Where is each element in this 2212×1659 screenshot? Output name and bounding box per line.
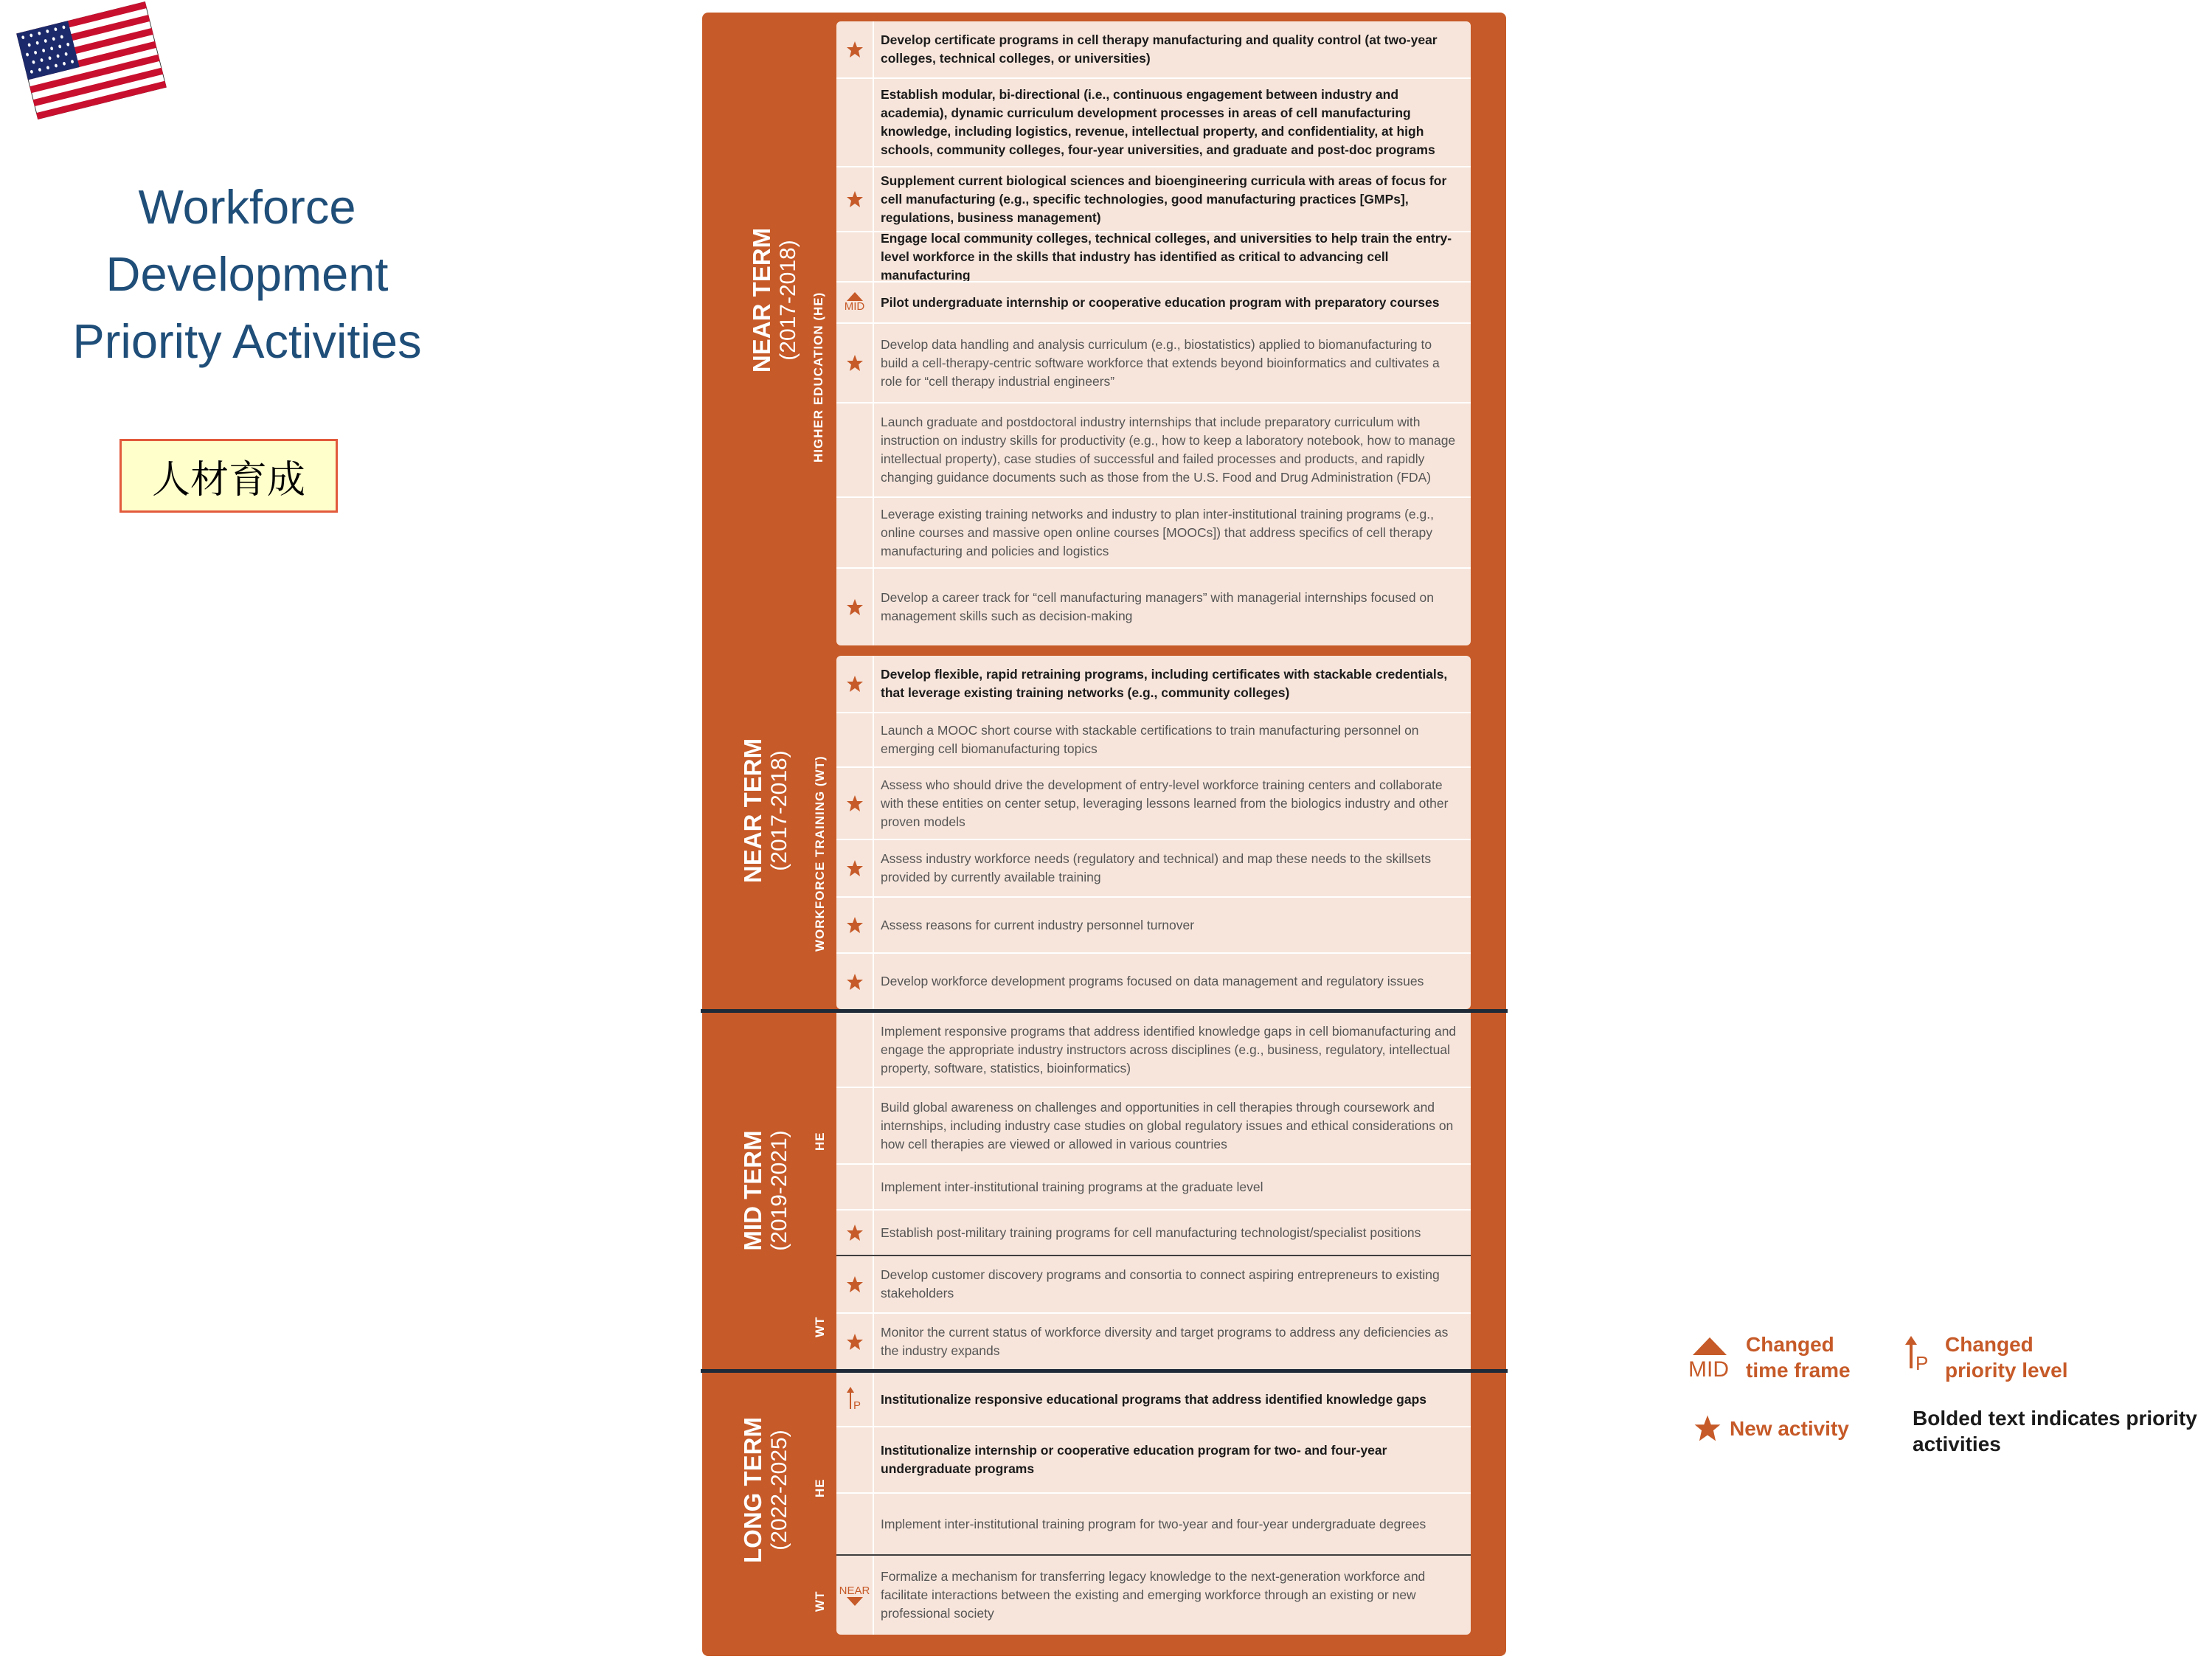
section-term-label: LONG TERM (2022-2025) — [739, 1417, 791, 1563]
star-icon — [846, 973, 864, 991]
activity-row — [836, 952, 1471, 1009]
star-icon — [846, 916, 864, 934]
activity-text: Develop flexible, rapid retraining programs, including certificates with stackable credentials, that leverage existing training networks (e.g., community colleges) — [881, 667, 1448, 700]
roadmap-chart — [702, 13, 1506, 1656]
star-icon — [846, 859, 864, 877]
timeframe-marker-label: NEAR — [839, 1584, 870, 1597]
activity-text: Establish modular, bi-directional (i.e., continuous engagement between industry and academia), dynamic curriculum development processes in areas of cell manufacturing knowledge, including logistics, revenue, intellectual property, and confidentiality, at high schools, community colleges, four-year universities, and graduate and post-doc programs — [881, 87, 1435, 157]
section-category-label: WORKFORCE TRAINING (WT) — [813, 755, 827, 952]
section-term-label: NEAR TERM (2017-2018) — [739, 738, 791, 884]
triangle-up-icon — [1693, 1337, 1727, 1355]
activity-row — [836, 1492, 1471, 1554]
activity-text: Develop customer discovery programs and consortia to connect aspiring entrepreneurs to existing stakeholders — [881, 1267, 1440, 1300]
section-category-label: WT — [813, 1316, 827, 1337]
svg-text:P: P — [853, 1399, 861, 1412]
title-line: Priority Activities — [72, 314, 422, 368]
legend-text: Changed priority level — [1945, 1333, 2068, 1382]
activity-panel — [836, 1013, 1471, 1369]
japanese-label-box: 人材育成 — [119, 439, 338, 513]
section-category-label: WT — [813, 1590, 827, 1612]
star-icon — [846, 1333, 864, 1351]
marker-cell — [836, 498, 874, 567]
svg-text:P: P — [1915, 1352, 1929, 1374]
priority-arrow-icon — [847, 1387, 863, 1412]
priority-arrow-icon — [1905, 1336, 1930, 1376]
star-icon — [846, 598, 864, 616]
activity-row — [836, 21, 1471, 77]
activity-row — [836, 1163, 1471, 1209]
activity-row — [836, 166, 1471, 231]
activity-text: Implement inter-institutional training program for two-year and four-year undergraduate degrees — [881, 1516, 1426, 1531]
activity-row — [836, 1426, 1471, 1492]
legend-text: Changed time frame — [1746, 1333, 1851, 1382]
star-icon — [1693, 1414, 1722, 1442]
activity-text: Develop workforce development programs focused on data management and regulatory issues — [881, 974, 1424, 988]
activity-text: Implement responsive programs that address identified knowledge gaps in cell biomanufacturing and engage the appropriate industry instructors across disciplines (e.g., business, regulatory, intellectual property, software, statistics, bioinformatics) — [881, 1023, 1457, 1076]
section-category-label: HE — [813, 1132, 827, 1151]
marker-cell — [836, 324, 874, 402]
section-category-label: HE — [813, 1478, 827, 1497]
activity-row — [836, 1373, 1471, 1426]
activity-row — [836, 766, 1471, 839]
marker-cell — [836, 21, 874, 77]
marker-cell — [836, 1088, 874, 1163]
legend-bolded-note: Bolded text indicates priority activities — [1913, 1407, 2197, 1455]
marker-cell — [836, 1165, 874, 1209]
activity-row — [836, 896, 1471, 952]
star-icon — [846, 794, 864, 812]
activity-row — [836, 231, 1471, 281]
marker-cell — [836, 1427, 874, 1492]
activity-text: Establish post-military training programs for cell manufacturing technologist/specialist positions — [881, 1225, 1421, 1240]
activity-row — [836, 1013, 1471, 1087]
marker-cell — [836, 1211, 874, 1255]
marker-cell — [836, 1013, 874, 1087]
marker-cell — [836, 569, 874, 645]
marker-cell — [836, 167, 874, 231]
activity-text: Develop certificate programs in cell therapy manufacturing and quality control (at two-year colleges, technical colleges, or universities) — [881, 32, 1438, 66]
activity-text: Assess industry workforce needs (regulatory and technical) and map these needs to the skillsets provided by currently available training — [881, 851, 1432, 884]
activity-panel — [836, 1373, 1471, 1635]
marker-cell — [836, 1494, 874, 1554]
activity-row — [836, 1087, 1471, 1163]
marker-cell — [836, 404, 874, 496]
legend — [1685, 1331, 2202, 1464]
activity-text: Build global awareness on challenges and opportunities in cell therapies through coursework and internships, including industry case studies on global regulatory issues and ethical considerations on how cell therapies are viewed or allowed in various countries — [881, 1099, 1454, 1151]
marker-cell — [836, 954, 874, 1009]
activity-panel — [836, 21, 1471, 645]
activity-text: Assess reasons for current industry personnel turnover — [881, 917, 1195, 932]
activity-text: Develop data handling and analysis curriculum (e.g., biostatistics) applied to biomanufacturing to build a cell-therapy-centric software workforce that extends beyond bioinformatics and cultivates a role for “cell therapy industrial engineers” — [881, 336, 1440, 389]
activity-text: Launch a MOOC short course with stackable certifications to train manufacturing personnel on emerging cell biomanufacturing topics — [881, 723, 1419, 756]
activity-row — [836, 712, 1471, 766]
activity-row — [836, 1312, 1471, 1369]
activity-row — [836, 656, 1471, 712]
activity-row — [836, 281, 1471, 322]
activity-text: Develop a career track for “cell manufacturing managers” with managerial internships focused on management skills such as decision-making — [881, 590, 1434, 623]
page-title — [30, 173, 465, 375]
activity-row — [836, 322, 1471, 402]
activity-text: Institutionalize internship or cooperative education program for two- and four-year undergraduate programs — [881, 1443, 1387, 1476]
activity-text: Assess who should drive the development of entry-level workforce training centers and collaborate with these entities on center setup, leveraging lessons learned from the biologics industry and other proven models — [881, 777, 1449, 829]
activity-text: Institutionalize responsive educational programs that address identified knowledge gaps — [881, 1391, 1427, 1407]
activity-text: Implement inter-institutional training programs at the graduate level — [881, 1179, 1263, 1194]
activity-row — [836, 496, 1471, 567]
marker-cell — [836, 656, 874, 712]
marker-cell — [836, 1373, 874, 1426]
marker-cell — [836, 1256, 874, 1312]
activity-text: Leverage existing training networks and industry to plan inter-institutional training programs (e.g., online courses and massive open online courses [MOOCs]) that address specifics of cell therapy manufacturing and policies and logistics — [881, 506, 1434, 558]
star-icon — [846, 1275, 864, 1293]
legend-text: New activity — [1730, 1417, 1849, 1440]
activity-row — [836, 567, 1471, 645]
activity-text: Pilot undergraduate internship or cooperative education program with preparatory courses — [881, 294, 1440, 310]
triangle-down-icon — [847, 1597, 863, 1606]
marker-cell — [836, 1556, 874, 1635]
marker-cell — [836, 768, 874, 839]
marker-cell — [836, 840, 874, 896]
marker-cell — [836, 232, 874, 281]
activity-row — [836, 1255, 1471, 1312]
star-icon — [846, 354, 864, 372]
star-icon — [846, 1224, 864, 1241]
legend-mid-label: MID — [1688, 1357, 1729, 1382]
activity-text: Monitor the current status of workforce diversity and target programs to address any deficiencies as the industry expands — [881, 1324, 1449, 1358]
activity-text: Launch graduate and postdoctoral industry internships that include preparatory curriculum with instruction on industry skills for productivity (e.g., how to keep a laboratory notebook, how to manage intellectual property), case studies of successful and failed processes and products, and rapidly changing guidance documents such as those from the U.S. Food and Drug Administration (FDA) — [881, 415, 1456, 485]
activity-row — [836, 1554, 1471, 1635]
activity-panel — [836, 656, 1471, 1009]
star-icon — [846, 675, 864, 693]
section-term-label: NEAR TERM (2017-2018) — [748, 227, 800, 373]
marker-cell — [836, 79, 874, 166]
title-line: Workforce — [138, 180, 356, 234]
section-term-label: MID TERM (2019-2021) — [739, 1130, 791, 1251]
title-line: Development — [105, 247, 389, 301]
activity-text: Formalize a mechanism for transferring legacy knowledge to the next-generation workforce and facilitate interactions between the existing and emerging workforce through an existing or new professional society — [881, 1569, 1426, 1621]
star-icon — [846, 41, 864, 58]
activity-row — [836, 839, 1471, 896]
activity-text: Engage local community colleges, technical colleges, and universities to help train the entry-level workforce in the skills that industry has identified as critical to advancing cell manufacturing — [881, 230, 1452, 283]
us-flag-icon — [16, 1, 167, 120]
marker-cell — [836, 898, 874, 952]
activity-text: Supplement current biological sciences and bioengineering curricula with areas of focus for cell manufacturing (e.g., specific technologies, good manufacturing practices [GMPs], regulations, business management) — [881, 173, 1447, 225]
activity-row — [836, 77, 1471, 166]
star-icon — [846, 190, 864, 208]
marker-cell — [836, 283, 874, 322]
activity-row — [836, 1209, 1471, 1255]
section-category-label: HIGHER EDUCATION (HE) — [811, 291, 825, 463]
marker-cell — [836, 713, 874, 766]
activity-row — [836, 402, 1471, 496]
marker-cell — [836, 1314, 874, 1369]
timeframe-marker-label: MID — [844, 300, 865, 313]
